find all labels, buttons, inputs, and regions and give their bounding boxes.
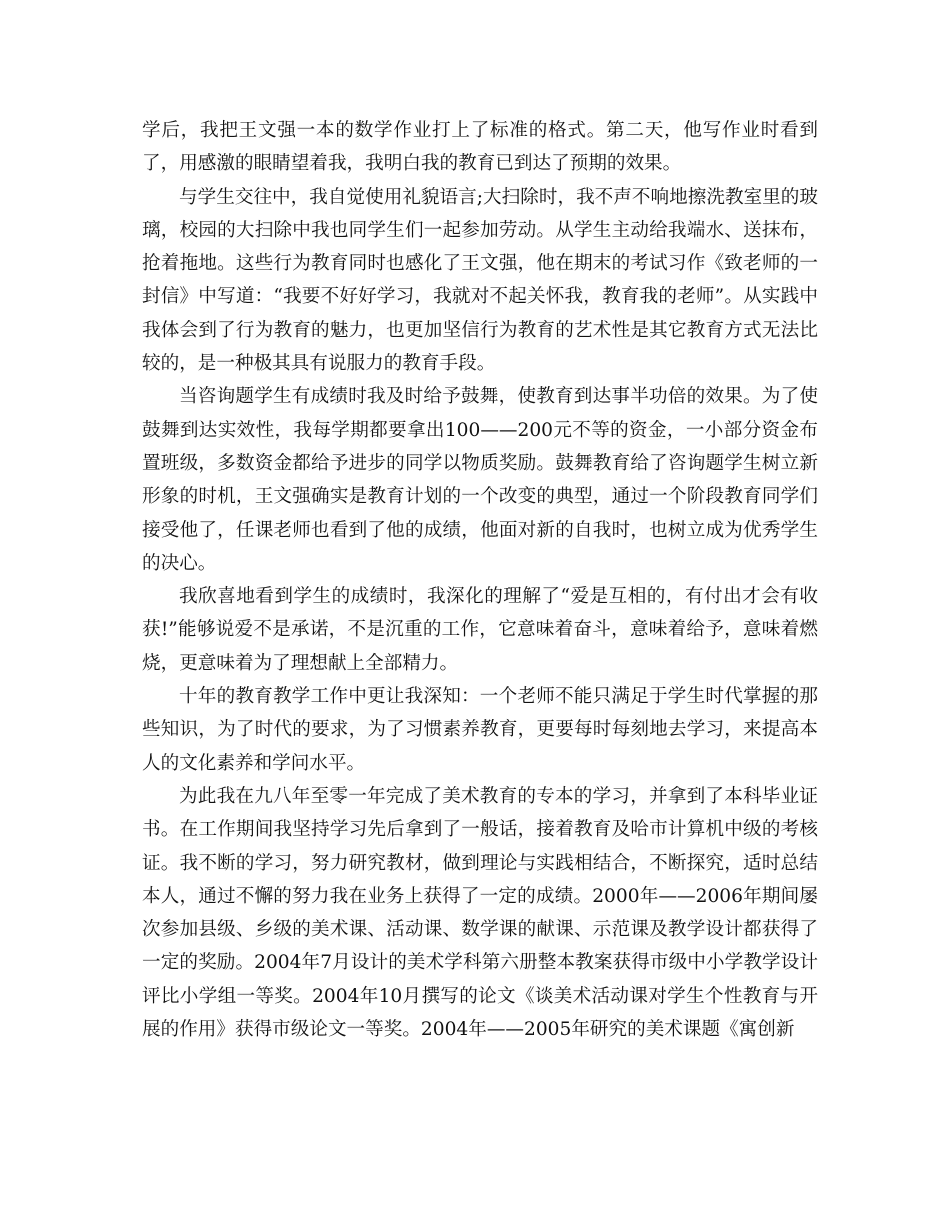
paragraph-5: 十年的教育教学工作中更让我深知：一个老师不能只满足于学生时代掌握的那些知识，为了时代的要求，为了习惯素养教育，更要每时每刻地去学习，来提高本人的文化素养和学问水平。 xyxy=(142,686,818,774)
paragraph-6: 为此我在九八年至零一年完成了美术教育的专本的学习，并拿到了本科毕业证书。在工作期间我坚持学习先后拿到了一般话，接着教育及哈市计算机中级的考核证。我不断的学习，努力研究教材，做到理论与实践相结合，不断探究，适时总结本人，通过不懈的努力我在业务上获得了一定的成绩。2000年——2006年期间屡次参加县级、乡级的美术课、活动课、数学课的献课、示范课及教学设计都获得了一定的奖励。2004年7月设计的美术学科第六册整本教案获得市级中小学教学设计评比小学组一等奖。2004年10月撰写的论文《谈美术活动课对学生个性教育与开展的作用》获得市级论文一等奖。2004年——2005年研究的美术课题《寓创新 xyxy=(142,785,818,1041)
paragraph-4: 我欣喜地看到学生的成绩时，我深化的理解了“爱是互相的，有付出才会有收获!”能够说爱不是承诺，不是沉重的工作，它意味着奋斗，意味着给予，意味着燃烧，更意味着为了理想献上全部精力。 xyxy=(142,586,818,674)
document-body xyxy=(142,114,818,1046)
paragraph-1: 学后，我把王文强一本的数学作业打上了标准的格式。第二天，他写作业时看到了，用感激的眼睛望着我，我明白我的教育已到达了预期的效果。 xyxy=(142,120,818,175)
paragraph-2: 与学生交往中，我自觉使用礼貌语言;大扫除时，我不声不响地擦洗教室里的玻璃，校园的大扫除中我也同学生们一起参加劳动。从学生主动给我端水、送抹布，抢着拖地。这些行为教育同时也感化了王文强，他在期末的考试习作《致老师的一封信》中写道：“我要不好好学习，我就对不起关怀我，教育我的老师”。从实践中我体会到了行为教育的魅力，也更加坚信行为教育的艺术性是其它教育方式无法比较的，是一种极其具有说服力的教育手段。 xyxy=(142,186,818,375)
paragraph-3: 当咨询题学生有成绩时我及时给予鼓舞，使教育到达事半功倍的效果。为了使鼓舞到达实效性，我每学期都要拿出100——200元不等的资金，一小部分资金布置班级，多数资金都给予进步的同学以物质奖励。鼓舞教育给了咨询题学生树立新形象的时机，王文强确实是教育计划的一个改变的典型，通过一个阶段教育同学们接受他了，任课老师也看到了他的成绩，他面对新的自我时，也树立成为优秀学生的决心。 xyxy=(142,386,818,574)
